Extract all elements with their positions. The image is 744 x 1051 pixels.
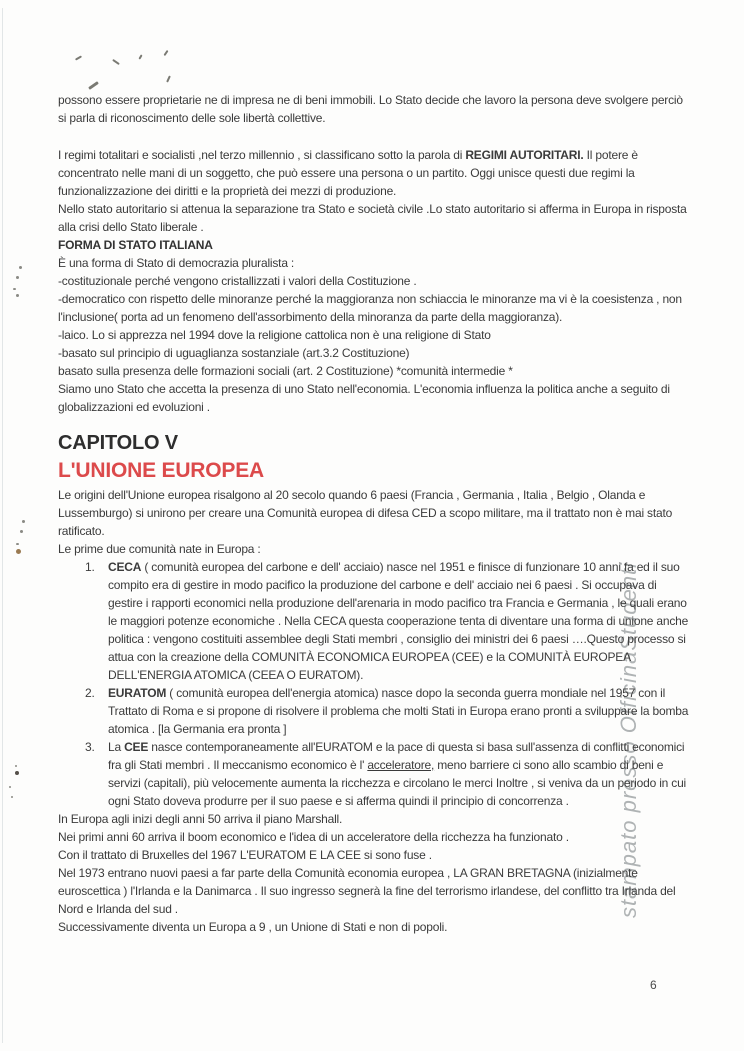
paragraph-communities-lead: Le prime due comunità nate in Europa : <box>58 542 261 556</box>
forma-line: -basato sul principio di uguaglianza sostanziale (art.3.2 Costituzione) <box>58 346 410 360</box>
outro-line: In Europa agli inizi degli anni 50 arriva il piano Marshall. <box>58 812 343 826</box>
cee-text-pre: La <box>108 740 125 754</box>
ceca-bold-term: CECA <box>108 560 142 574</box>
list-item-ceca <box>85 558 692 684</box>
ceca-text: ( comunità europea del carbone e dell' acciaio) nasce nel 1951 e finisce di funzionare 10 anni fa ed il suo compito era di gestire in modo pacifico la produzione del carbone e dell' acciaio nei 6 paesi . Si occupava di gestire i rapporti economici nella produzione dell'arenaria in modo pacifico tra Francia e Germania , le quali erano le maggiori potenze economiche . Nella CECA questa cooperazione tenta di diventare una forma di unione anche politica : vengono costituiti assemblee degli Stati membri , consiglio dei ministri dei 6 paesi ….Questo processo si attua con la creazione della COMUNITÀ ECONOMICA EUROPEA (CEE) e la COMUNITÀ EUROPEA DELL'ENERGIA ATOMICA (CEEA O EURATOM). <box>108 560 689 682</box>
cee-text-mid: nasce contemporaneamente all'EURATOM e la pace di questa si basa sull'assenza di conflitti economici fra gli Stati membri . Il meccanismo economico è l' <box>108 740 685 772</box>
regimes-text-pre: I regimi totalitari e socialisti ,nel terzo millennio , si classificano sotto la parola di <box>58 148 466 162</box>
outro-line: Nei primi anni 60 arriva il boom economico e l'idea di un acceleratore della ricchezza ha funzionato . <box>58 830 569 844</box>
scan-speck <box>22 520 25 523</box>
list-item-text <box>108 684 692 738</box>
paragraph-authoritarian-state: Nello stato autoritario si attenua la separazione tra Stato e società civile .Lo stato autoritario si afferma in Europa in risposta alla crisi dello Stato liberale . <box>58 202 687 234</box>
pen-scribble <box>112 59 120 65</box>
regimes-text-post: Il potere è concentrato nelle mani di un soggetto, che può essere una persona o un partito. Oggi unisce questi due regimi la funzionalizzazione dei diritti e la proprietà dei mezzi di produzione. <box>58 148 638 198</box>
forma-line: Siamo uno Stato che accetta la presenza di uno Stato nell'economia. L'economia influenza la politica anche a seguito di globalizzazioni ed evoluzioni . <box>58 382 670 414</box>
forma-line: -laico. Lo si apprezza nel 1994 dove la religione cattolica non è una religione di Stato <box>58 328 491 342</box>
pen-scribble <box>138 54 142 59</box>
list-item-number: 2. <box>85 686 95 700</box>
pen-scribble <box>163 50 168 56</box>
ink-blot <box>16 549 21 554</box>
scan-speck <box>16 294 19 297</box>
outro-line: Con il trattato di Bruxelles del 1967 L'EURATOM E LA CEE si sono fuse . <box>58 848 432 862</box>
forma-line: -costituzionale perché vengono cristallizzati i valori della Costituzione . <box>58 274 417 288</box>
page-content <box>58 91 692 936</box>
outro-line: Nel 1973 entrano nuovi paesi a far parte della Comunità economia europea , LA GRAN BRETAGNA (inizialmente euroscettica ) l'Irlanda e la Danimarca . Il suo ingresso segnerà la fine del terrorismo irlandese, del conflitto tra Irlanda del Nord e Irlanda del sud . <box>58 866 676 916</box>
forma-line: basato sulla presenza delle formazioni sociali (art. 2 Costituzione) *comunità intermedie * <box>58 364 513 378</box>
scan-speck <box>20 530 23 533</box>
paragraph-liberty: possono essere proprietarie ne di impresa ne di beni immobili. Lo Stato decide che lavoro la persona deve svolgere perciò si parla di riconoscimento delle sole libertà collettive. <box>58 93 683 125</box>
scan-speck <box>13 288 16 290</box>
chapter-title-heading: L'UNIONE EUROPEA <box>58 459 264 482</box>
list-item-cee <box>85 738 692 810</box>
list-item-number: 3. <box>85 740 95 754</box>
cee-underlined-term: acceleratore, <box>367 758 435 772</box>
scan-edge-line <box>2 8 3 1043</box>
scan-speck <box>16 543 19 545</box>
regimes-bold-term: REGIMI AUTORITARI. <box>465 148 584 162</box>
page-number: 6 <box>650 978 657 992</box>
paragraph-authoritarian-regimes <box>58 146 692 200</box>
forma-line: È una forma di Stato di democrazia pluralista : <box>58 256 295 270</box>
scan-speck <box>15 765 17 767</box>
pen-scribble <box>166 75 171 82</box>
cee-bold-term: CEE <box>124 740 149 754</box>
heading-forma-di-stato: FORMA DI STATO ITALIANA <box>58 238 213 252</box>
paragraph-eu-origins: Le origini dell'Unione europea risalgono al 20 secolo quando 6 paesi (Francia , Germania , Italia , Belgio , Olanda e Lussemburgo) si unirono per creare una Comunità europea di difesa CED a scopo militare, ma il trattato non è mai stato ratificato. <box>58 488 673 538</box>
forma-line: -democratico con rispetto delle minoranze perché la maggioranza non schiaccia le minoranze ma vi è la coesistenza , non l'inclusione( porta ad un fenomeno dell'assorbimento della minoranza da parte della maggioranza). <box>58 292 682 324</box>
scan-speck <box>19 266 22 269</box>
communities-list <box>58 558 692 810</box>
outro-line: Successivamente diventa un Europa a 9 , un Unione di Stati e non di popoli. <box>58 920 448 934</box>
print-shop-watermark: stampato presso OfficinaStudenti <box>616 561 641 918</box>
chapter-number-heading: CAPITOLO V <box>58 432 178 454</box>
list-item-euratom <box>85 684 692 738</box>
list-item-text <box>108 738 692 810</box>
scan-speck <box>9 786 11 788</box>
euratom-text: ( comunità europea dell'energia atomica) nasce dopo la seconda guerra mondiale nel 1957 con il Trattato di Roma e si propone di risolvere il problema che molti Stati in Europa erano pronti a sviluppare la bomba atomica . [la Germania era pronta ] <box>108 686 689 736</box>
euratom-bold-term: EURATOM <box>108 686 167 700</box>
list-item-number: 1. <box>85 560 95 574</box>
list-item-text <box>108 558 692 684</box>
cee-text-post: meno barriere ci sono allo scambio di beni e servizi (capitali), più velocemente aumenta la ricchezza e circolano le merci Inoltre , si veniva da un periodo in cui ogni Stato doveva produrre per il suo paese e si afferma quindi il principio di concorrenza . <box>108 758 687 808</box>
scan-speck <box>16 276 19 279</box>
scan-speck <box>15 771 19 775</box>
pen-scribble <box>75 55 82 60</box>
scan-speck <box>11 796 13 798</box>
pen-scribble <box>88 81 99 90</box>
